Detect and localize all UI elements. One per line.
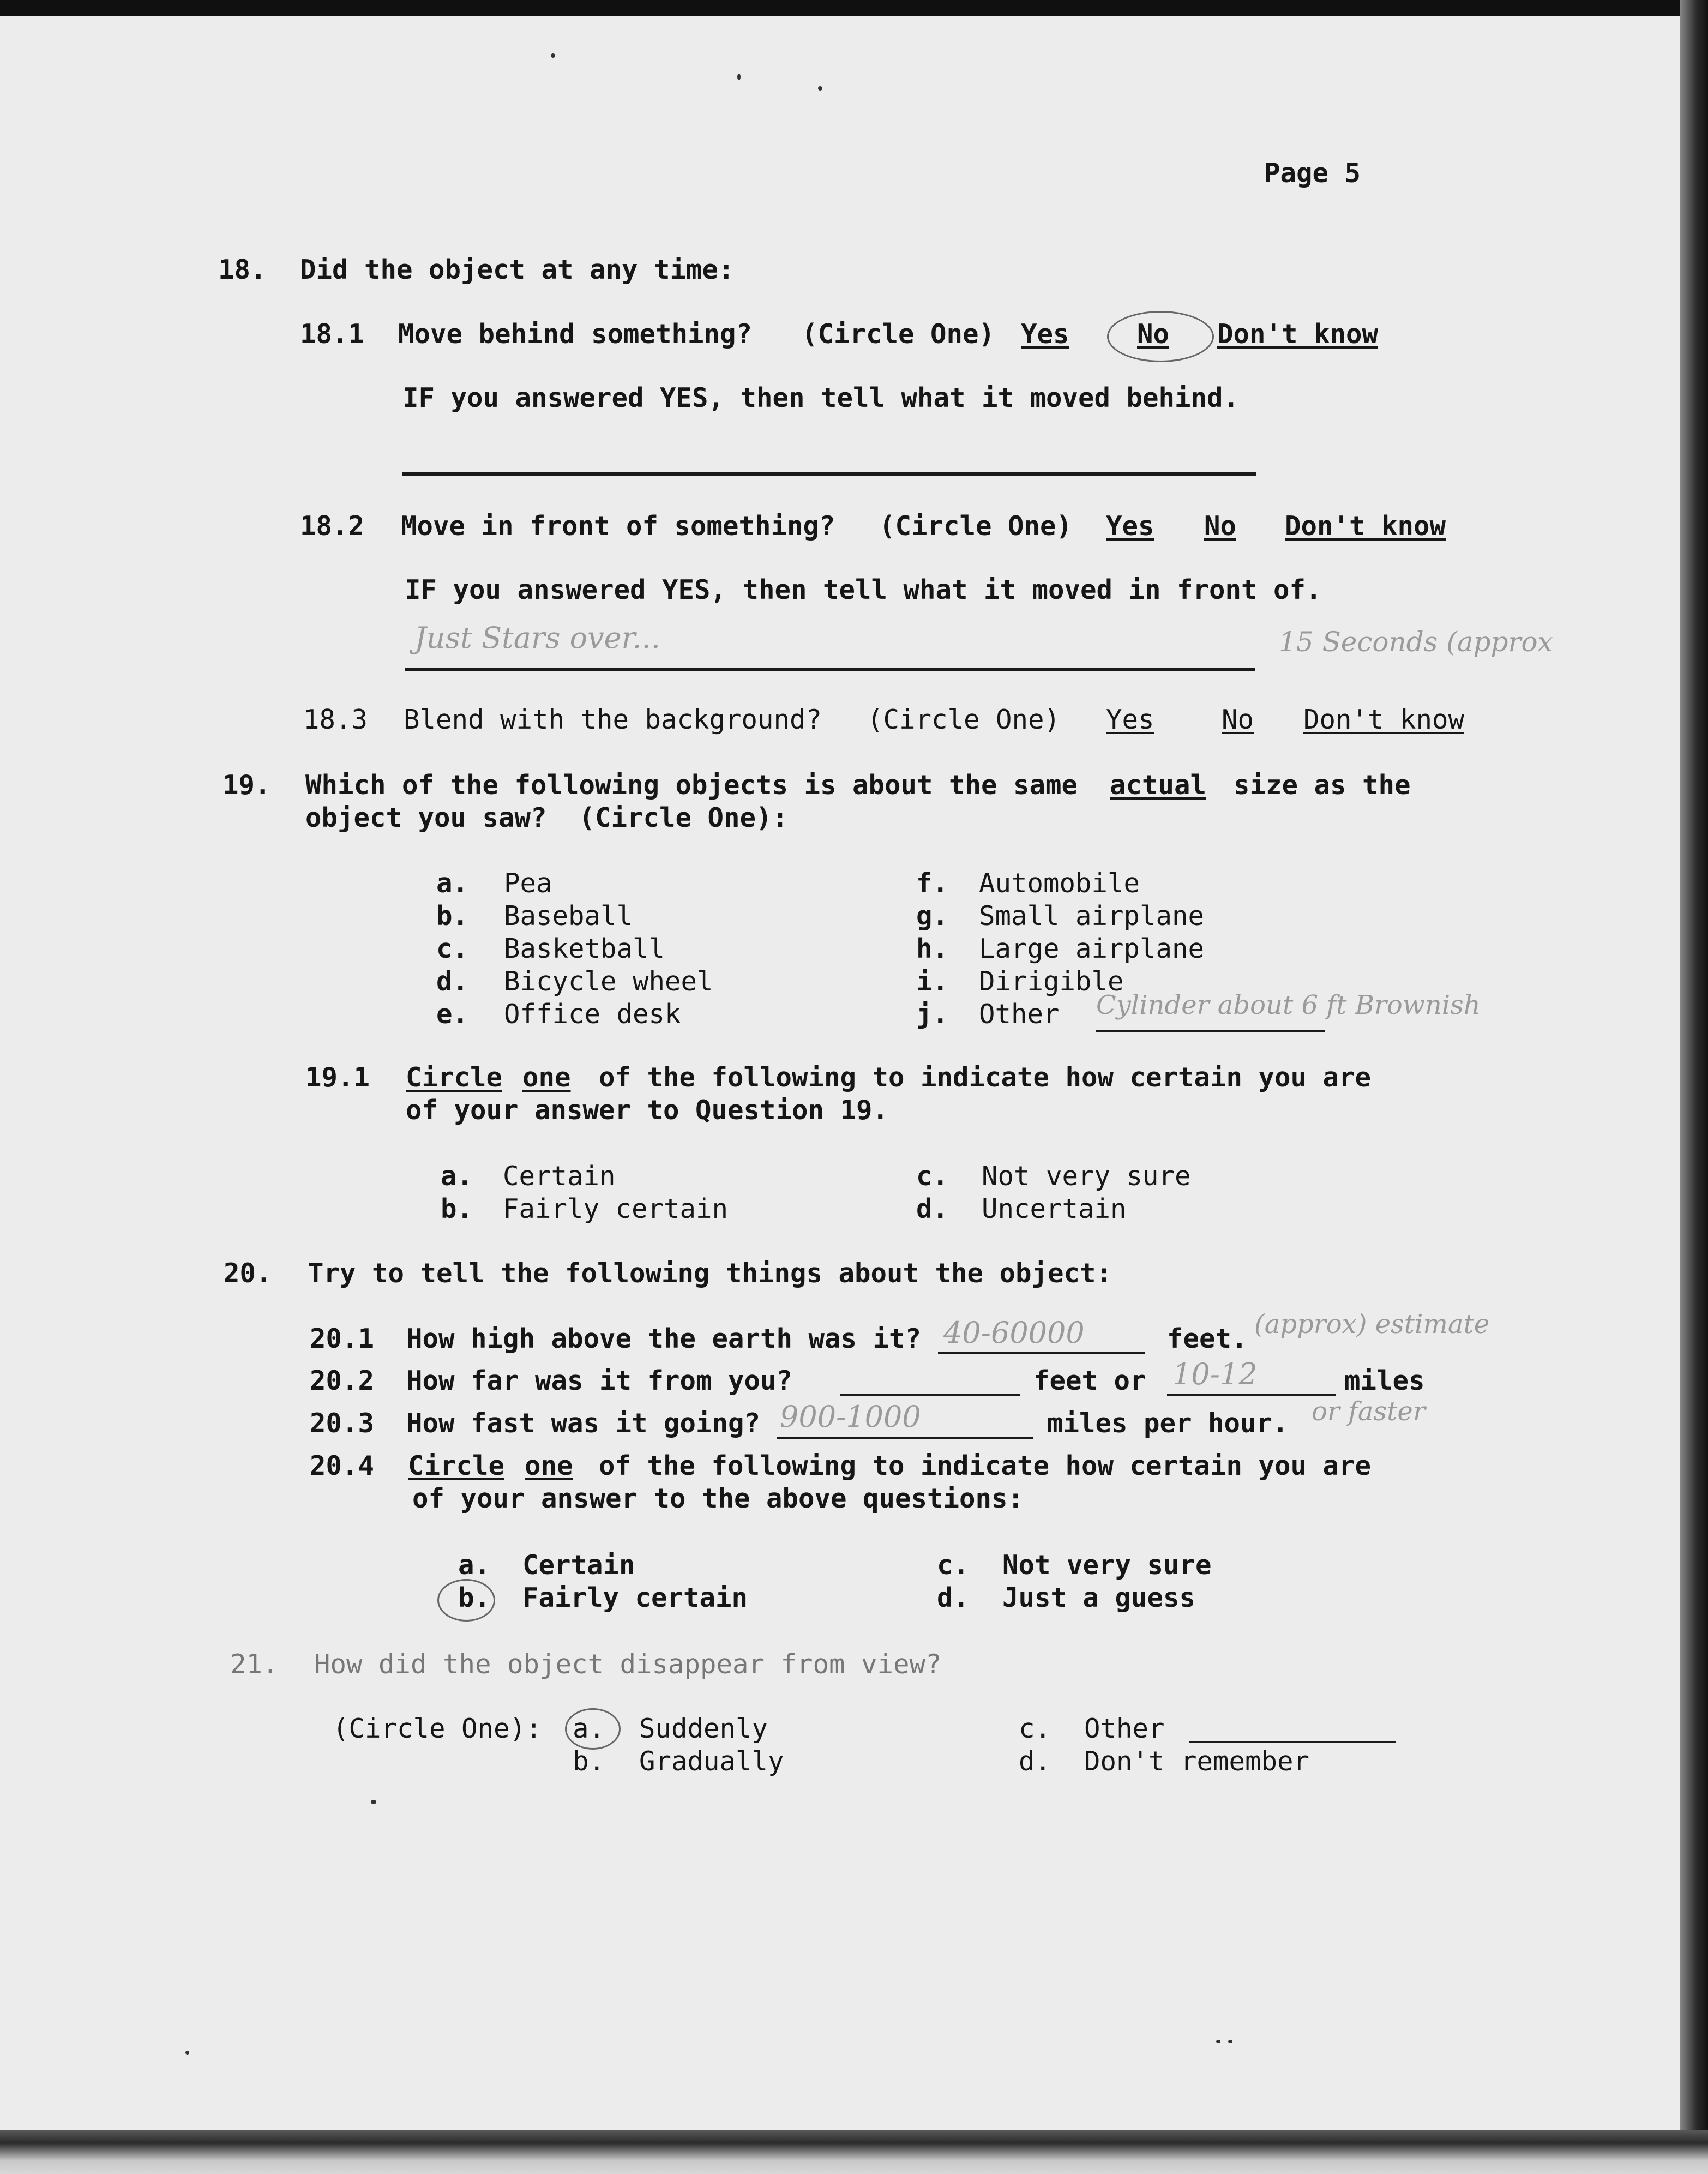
q20-4-circle-word: Circle: [408, 1450, 505, 1481]
q20-1-unit: feet.: [1167, 1323, 1248, 1354]
q18-3-yes: Yes: [1106, 704, 1154, 735]
q20-1-handwritten-note: (approx) estimate: [1254, 1309, 1490, 1340]
q20-4-option-letter: b.: [458, 1582, 491, 1613]
q19-1-option-label: Fairly certain: [503, 1193, 729, 1224]
scan-speck: [1216, 2040, 1220, 2043]
q19-option-label: Dirigible: [979, 966, 1124, 997]
q19-1-option-letter: c.: [916, 1161, 949, 1192]
q19-option-letter: f.: [916, 868, 949, 899]
q20-4-answer-circle: [437, 1579, 495, 1622]
q20-1-number: 20.1: [310, 1323, 375, 1354]
q20-4-option-label: Just a guess: [1002, 1582, 1196, 1613]
q18-1-number: 18.1: [300, 319, 365, 350]
q19-1-option-letter: b.: [441, 1193, 473, 1224]
q19-other-line: [1096, 1030, 1325, 1032]
q18-1-no: No: [1137, 319, 1170, 350]
q19-1-option-label: Certain: [503, 1161, 616, 1192]
q20-4-number: 20.4: [310, 1450, 375, 1481]
q20-number: 20.: [224, 1258, 272, 1289]
q20-4-option-letter: a.: [458, 1550, 491, 1581]
q18-1-text: Move behind something?: [398, 319, 753, 350]
q19-1-option-label: Not very sure: [982, 1161, 1191, 1192]
q20-3-blank: [777, 1437, 1033, 1439]
q19-1-circle-word: Circle: [406, 1062, 503, 1093]
q21-option-label: Suddenly: [639, 1713, 768, 1744]
q20-2-number: 20.2: [310, 1365, 375, 1396]
q19-option-letter: d.: [436, 966, 469, 997]
q18-2-handwritten-answer: Just Stars over...: [414, 621, 660, 655]
q20-4-option-letter: d.: [937, 1582, 970, 1613]
q19-option-letter: g.: [916, 900, 949, 932]
q18-1-answer-line: [402, 472, 1256, 476]
q18-1-answer-circle: [1107, 311, 1214, 362]
q20-text: Try to tell the following things about the object:: [308, 1258, 1112, 1289]
q18-2-followup: IF you answered YES, then tell what it moved in front of.: [405, 574, 1322, 605]
scan-border-top: [0, 0, 1708, 16]
q19-option-label: Automobile: [979, 868, 1140, 899]
q19-option-label: Office desk: [504, 999, 681, 1030]
q19-1-option-label: Uncertain: [982, 1193, 1127, 1224]
q19-number: 19.: [222, 770, 271, 801]
q18-1-followup: IF you answered YES, then tell what it moved behind.: [402, 382, 1240, 413]
q20-4-option-label: Fairly certain: [522, 1582, 748, 1613]
q18-2-yes: Yes: [1106, 511, 1154, 542]
q18-2-dont-know: Don't know: [1285, 511, 1446, 542]
q20-4-one-word: one: [525, 1450, 573, 1481]
q19-emphasis: actual: [1110, 770, 1207, 801]
q18-2-circle-note: (Circle One): [879, 511, 1073, 542]
q19-1-one-word: one: [522, 1062, 571, 1093]
q21-option-label: Gradually: [639, 1746, 784, 1777]
q18-number: 18.: [218, 254, 267, 285]
q20-4-option-label: Certain: [522, 1550, 635, 1581]
q18-1-yes: Yes: [1021, 319, 1069, 350]
q19-option-label: Large airplane: [979, 933, 1205, 964]
scan-border-bottom: [0, 2130, 1708, 2174]
scan-speck: [737, 74, 741, 80]
q21-option-letter: a.: [573, 1713, 605, 1744]
q19-text-line1: Which of the following objects is about the same: [305, 770, 1078, 801]
q19-option-label: Bicycle wheel: [504, 966, 713, 997]
q21-number: 21.: [230, 1649, 279, 1680]
q19-option-letter: h.: [916, 933, 949, 964]
q18-2-answer-line: [405, 668, 1255, 671]
q19-text-line2: object you saw? (Circle One):: [305, 802, 789, 833]
q21-option-letter: d.: [1019, 1746, 1051, 1777]
q20-2-feet-blank: [840, 1394, 1020, 1396]
scan-speck: [371, 1800, 376, 1804]
q20-3-handwritten-note: or faster: [1312, 1396, 1426, 1427]
q18-3-text: Blend with the background?: [404, 704, 822, 735]
q19-option-letter: a.: [436, 868, 469, 899]
q18-text: Did the object at any time:: [300, 254, 735, 285]
q21-answer-circle: [565, 1708, 621, 1750]
q18-3-circle-note: (Circle One): [867, 704, 1061, 735]
q19-option-label: Baseball: [504, 900, 633, 932]
q20-2-feet-label: feet or: [1033, 1365, 1146, 1396]
q21-circle-note: (Circle One):: [333, 1713, 542, 1744]
q20-3-unit: miles per hour.: [1047, 1408, 1289, 1439]
q18-1-dont-know: Don't know: [1217, 319, 1379, 350]
scan-speck: [818, 86, 822, 91]
q20-2-handwritten-answer: 10-12: [1172, 1357, 1258, 1391]
q20-3-number: 20.3: [310, 1408, 375, 1439]
page-number: Page 5: [1264, 158, 1361, 189]
q20-4-option-label: Not very sure: [1002, 1550, 1212, 1581]
q19-option-label: Small airplane: [979, 900, 1205, 932]
q19-option-label: Basketball: [504, 933, 665, 964]
q19-option-letter: b.: [436, 900, 469, 932]
q18-3-number: 18.3: [303, 704, 368, 735]
q21-option-label: Don't remember: [1084, 1746, 1310, 1777]
q19-option-letter: c.: [436, 933, 469, 964]
q21-option-letter: c.: [1019, 1713, 1051, 1744]
q18-3-dont-know: Don't know: [1303, 704, 1465, 735]
q19-1-text-line2: of your answer to Question 19.: [406, 1095, 889, 1126]
q18-2-number: 18.2: [300, 511, 365, 542]
q21-other-blank: [1189, 1741, 1396, 1743]
scan-speck: [551, 53, 555, 58]
q18-3-no: No: [1222, 704, 1254, 735]
scan-speck: [1228, 2040, 1232, 2043]
q20-2-miles-blank: [1167, 1394, 1336, 1396]
q19-other-handwritten: Cylinder about 6 ft Brownish: [1096, 990, 1481, 1020]
scan-speck: [185, 2051, 189, 2055]
q19-option-letter: e.: [436, 999, 469, 1030]
q18-2-handwritten-note: 15 Seconds (approx: [1279, 626, 1553, 658]
q20-4-option-letter: c.: [937, 1550, 970, 1581]
q19-1-option-letter: d.: [916, 1193, 949, 1224]
q21-option-letter: b.: [573, 1746, 605, 1777]
q19-option-label: Other: [979, 999, 1060, 1030]
q20-2-text: How far was it from you?: [406, 1365, 793, 1396]
q20-4-text-line2: of your answer to the above questions:: [412, 1483, 1024, 1514]
q19-option-label: Pea: [504, 868, 552, 899]
q20-2-unit: miles: [1344, 1365, 1425, 1396]
q18-2-text: Move in front of something?: [401, 511, 835, 542]
q19-1-option-letter: a.: [441, 1161, 473, 1192]
q18-2-no: No: [1204, 511, 1237, 542]
q20-4-text: of the following to indicate how certain you are: [599, 1450, 1372, 1481]
q19-1-text: of the following to indicate how certain you are: [599, 1062, 1372, 1093]
q18-1-circle-note: (Circle One): [802, 319, 995, 350]
q19-option-letter: j.: [916, 999, 949, 1030]
q19-text-line1-end: size as the: [1234, 770, 1411, 801]
q21-option-label: Other: [1084, 1713, 1165, 1744]
q20-1-handwritten-answer: 40-60000: [943, 1316, 1085, 1350]
q20-3-handwritten-answer: 900-1000: [780, 1400, 921, 1434]
scan-border-right: [1680, 0, 1708, 2174]
q19-1-number: 19.1: [305, 1062, 370, 1093]
q20-3-text: How fast was it going?: [406, 1408, 761, 1439]
q20-1-text: How high above the earth was it?: [406, 1323, 922, 1354]
q21-text: How did the object disappear from view?: [314, 1649, 942, 1680]
q19-option-letter: i.: [916, 966, 949, 997]
q20-1-blank: [938, 1352, 1145, 1354]
